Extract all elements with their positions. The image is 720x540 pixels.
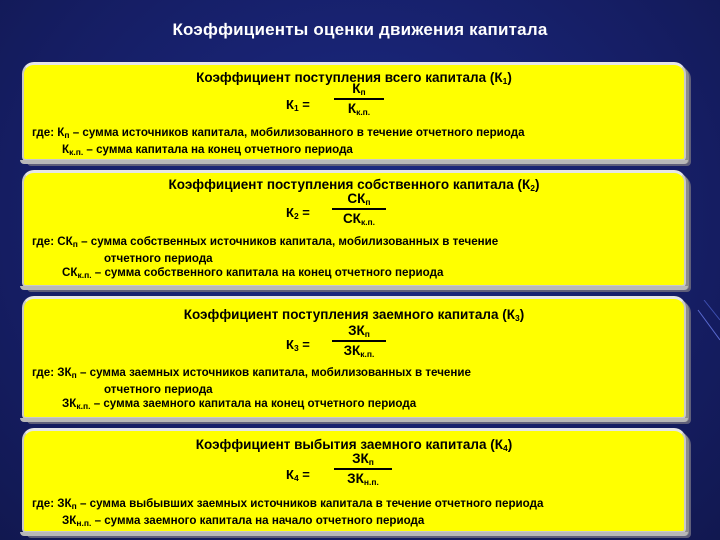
fraction-bar: [334, 468, 392, 470]
heading-close: ): [507, 70, 512, 85]
formula-lhs: [286, 97, 310, 113]
lhs-subscript: 1: [293, 103, 299, 113]
description-line: где: $ЗК_п$ – сумма выбывших заемных источников капитала в течение отчетного периода: [32, 497, 544, 511]
heading-text: Коэффициент поступления всего капитала (К: [196, 70, 503, 85]
description-line: $СК_{к.п.}$ – сумма собственного капитала на конец отчетного периода: [62, 266, 444, 280]
denominator: $К_{к.п.}$: [347, 100, 371, 117]
equals-sign: =: [298, 467, 310, 482]
formula-lhs: [286, 337, 310, 353]
numerator: $К_п$: [352, 81, 366, 97]
heading-subscript: 3: [515, 313, 520, 323]
coefficient-panel-k4: [22, 428, 686, 533]
formula-fraction: [332, 323, 386, 359]
fraction-bar: [332, 208, 386, 210]
formula-fraction: [334, 451, 392, 487]
numerator: $СК_п$: [347, 191, 371, 207]
lhs-subscript: 2: [293, 211, 299, 221]
equals-sign: =: [298, 205, 310, 220]
description-line: отчетного периода: [104, 251, 213, 265]
fraction-bar: [334, 98, 384, 100]
denominator: $ЗК_{н.п.}$: [347, 470, 379, 487]
coefficient-panel-k1: [22, 62, 686, 161]
description-line: $К_{к.п.}$ – сумма капитала на конец отчетного периода: [62, 142, 353, 157]
formula-description: [32, 497, 543, 530]
equals-sign: =: [298, 337, 310, 352]
heading-close: ): [507, 437, 513, 452]
lhs-subscript: 4: [293, 473, 299, 483]
fraction-bar: [332, 340, 386, 342]
formula-lhs: [286, 467, 310, 483]
lhs-symbol: К: [286, 205, 294, 220]
description-line: где: $СК_п$ – сумма собственных источников капитала, мобилизованных в течение: [32, 235, 499, 249]
coefficient-panel-k2: [22, 170, 686, 287]
numerator: $ЗК_п$: [348, 323, 370, 339]
page-title: Коэффициенты оценки движения капитала: [172, 20, 548, 39]
heading-subscript: 1: [502, 76, 508, 86]
coefficient-panel-k3: [22, 296, 686, 419]
decorative-line: [696, 300, 720, 360]
formula-description: [32, 235, 498, 283]
lhs-symbol: К: [286, 97, 294, 112]
lhs-symbol: К: [286, 337, 294, 352]
panel-heading: [24, 307, 684, 323]
lhs-symbol: К: [286, 467, 294, 482]
description-line: $ЗК_{к.п.}$ – сумма заемного капитала на конец отчетного периода: [62, 397, 417, 411]
description-line: отчетного периода: [104, 382, 213, 396]
denominator: $СК_{к.п.}$: [342, 210, 376, 227]
formula-lhs: [286, 205, 310, 221]
heading-text: Коэффициент поступления заемного капитала (К: [183, 307, 515, 322]
description-line: где: $ЗК_п$ – сумма заемных источников капитала, мобилизованных в течение: [32, 366, 471, 380]
description-line: где: $К_п$ – сумма источников капитала, мобилизованного в течение отчетного периода: [32, 126, 525, 140]
description-line: $ЗК_{н.п.}$ – сумма заемного капитала на начало отчетного периода: [62, 513, 425, 528]
formula-fraction: [332, 191, 386, 227]
equals-sign: =: [298, 97, 310, 112]
numerator: $ЗК_п$: [352, 451, 374, 467]
heading-close: ): [534, 177, 540, 192]
lhs-subscript: 3: [293, 343, 299, 353]
heading-text: Коэффициент выбытия заемного капитала (К: [195, 437, 503, 452]
heading-close: ): [519, 307, 525, 322]
heading-text: Коэффициент поступления собственного капитала (К: [168, 177, 531, 192]
formula-description: [32, 366, 471, 414]
heading-subscript: 2: [530, 183, 535, 193]
formula-description: [32, 126, 525, 159]
denominator: $ЗК_{к.п.}$: [343, 342, 375, 359]
heading-subscript: 4: [502, 443, 508, 453]
formula-fraction: [334, 81, 384, 117]
